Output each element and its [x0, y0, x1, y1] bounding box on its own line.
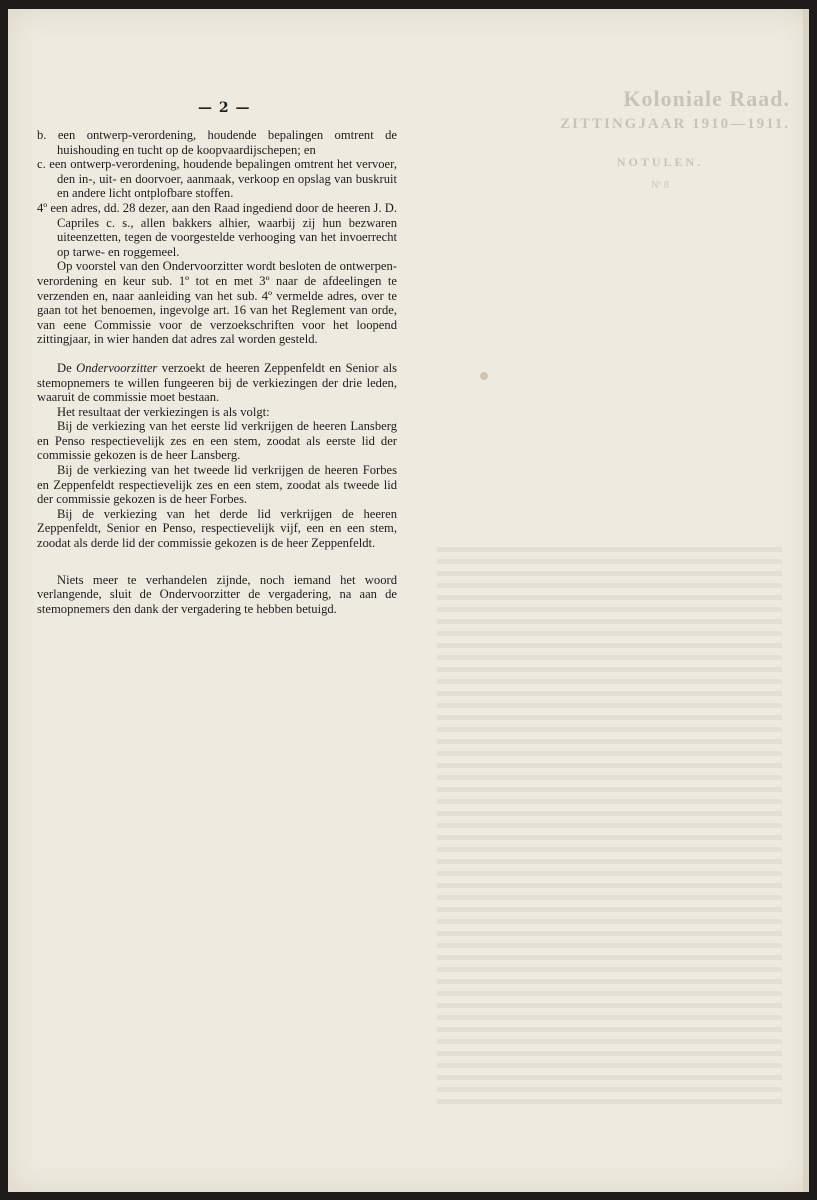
page-number: — 2 —: [198, 100, 251, 116]
paragraph-b: b. een ontwerp-verordening, houdende bepalingen omtrent de huishouding en tucht op de koopvaardijschepen; en: [37, 128, 397, 157]
document-body: [37, 128, 397, 616]
paragraph-first-member: Bij de verkiezing van het eerste lid verkrijgen de heeren Lansberg en Penso respectievelijk zes en een stem, zoodat als eerste lid der commissie gekozen is de heer Lansberg.: [37, 419, 397, 463]
paper-spot: [480, 372, 488, 380]
bleed-through-text: [437, 540, 782, 1110]
paragraph-closing: Niets meer te verhandelen zijnde, noch iemand het woord verlangende, sluit de Ondervoorzitter de vergadering, na aan de stemopnemers den dank der vergadering te hebben betuigd.: [37, 572, 397, 616]
paragraph-result: Het resultaat der verkiezingen is als volgt:: [57, 404, 270, 419]
paragraph-proposal: Op voorstel van den Ondervoorzitter wordt besloten de ontwerpen-verordening en keur sub. 1º tot en met 3º naar de afdeelingen te verzenden en, naar aanleiding van het sub. 4º vermelde adres, over te gaan tot het benoemen, ingevolge art. 16 van het Reglement van orde, van eene Commissie voor de verzoekschriften voor het loopend zittingjaar, in wier handen dat adres zal worden gesteld.: [37, 259, 397, 347]
page-edge: [803, 9, 809, 1192]
paragraph-c: c. een ontwerp-verordening, houdende bepalingen omtrent het vervoer, den in-, uit- en doorvoer, aanmaak, verkoop en opslag van buskruit en andere licht ontplofbare stoffen.: [37, 157, 397, 201]
paragraph-third-member: Bij de verkiezing van het derde lid verkrijgen de heeren Zeppenfeldt, Senior en Penso, respectievelijk vijf, een en een stem, zoodat als derde lid der commissie gekozen is de heer Zeppenfeldt.: [37, 506, 397, 551]
paragraph-4: 4º een adres, dd. 28 dezer, aan den Raad ingediend door de heeren J. D. Capriles c. s., allen bakkers alhier, waarbij zij hun bezwaren uiteenzetten, tegen de voorgestelde verhooging van het invoerrecht op tarwe- en roggemeel.: [37, 200, 397, 259]
bleed-through-heading: Koloniale Raad. ZITTINGJAAR 1910—1911. NOTULEN. Nº 8: [560, 86, 790, 191]
paragraph-vice-chair: De Ondervoorzitter verzoekt de heeren Zeppenfeldt en Senior als stemopnemers te willen fungeeren bij de verkiezingen der drie leden, waaruit de commissie moet bestaan.: [37, 360, 397, 405]
paragraph-second-member: Bij de verkiezing van het tweede lid verkrijgen de heeren Forbes en Zeppenfeldt respectievelijk zes en een stem, zoodat als tweede lid der commissie gekozen is de heer Forbes.: [37, 463, 397, 507]
